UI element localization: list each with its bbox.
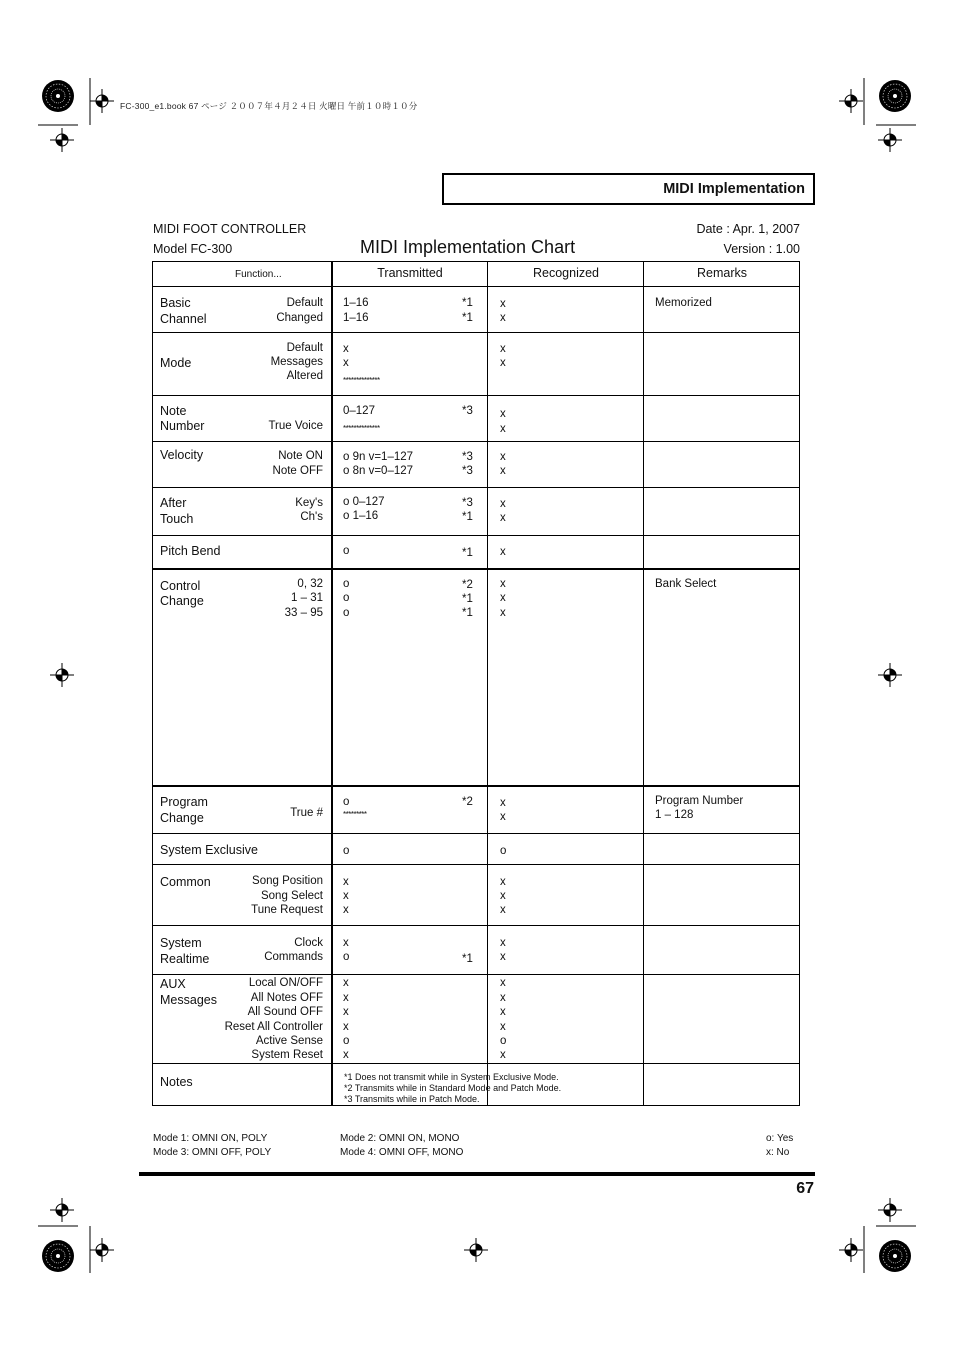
- row-sublabel: Song Position: [252, 875, 323, 887]
- remark-cell: 1 – 128: [655, 809, 694, 821]
- row-label: Basic: [160, 296, 191, 310]
- row-sublabel: 0, 32: [297, 578, 323, 590]
- transmitted-cell: o 8n v=0–127: [343, 465, 414, 477]
- row-label: Program: [160, 795, 208, 809]
- column-header-function: Function...: [235, 269, 282, 280]
- row-label: Velocity: [160, 448, 204, 462]
- row-label: After: [160, 496, 187, 510]
- transmitted-cell: x: [343, 904, 349, 916]
- footnote-ref: *1: [462, 297, 473, 309]
- row-sublabel: Ch's: [300, 511, 323, 523]
- remark-cell: Bank Select: [655, 578, 717, 590]
- footnote-ref: *3: [462, 405, 473, 417]
- starburst-icon: [42, 80, 74, 112]
- row-sublabel: Changed: [276, 312, 323, 324]
- midi-implementation-table: [152, 261, 800, 1106]
- column-header-transmitted: Transmitted: [377, 266, 443, 280]
- column-header-recognized: Recognized: [532, 266, 599, 280]
- chart-title: MIDI Implementation Chart: [360, 237, 576, 257]
- footnote-ref: *1: [462, 312, 473, 324]
- transmitted-cell: x: [343, 1021, 349, 1033]
- footnote-ref: *1: [462, 511, 473, 523]
- transmitted-cell: **************: [343, 424, 380, 433]
- transmitted-cell: o: [343, 951, 350, 963]
- recognized-cell: x: [500, 408, 506, 420]
- row-sublabel: Song Select: [260, 890, 323, 902]
- recognized-cell: x: [500, 1049, 506, 1061]
- row-sublabel: Default: [286, 342, 323, 354]
- recognized-cell: o: [500, 845, 507, 857]
- transmitted-cell: x: [343, 977, 349, 989]
- row-label: Number: [160, 419, 205, 433]
- recognized-cell: x: [500, 465, 506, 477]
- symbol-legend: o: Yes: [766, 1133, 794, 1144]
- recognized-cell: x: [500, 512, 506, 524]
- row-sublabel: Default: [286, 297, 323, 309]
- recognized-cell: x: [500, 592, 506, 604]
- registration-icon: [878, 128, 902, 152]
- row-label: Touch: [160, 512, 194, 526]
- remark-cell: Program Number: [655, 795, 744, 807]
- column-header-remarks: Remarks: [696, 266, 747, 280]
- row-sublabel: Reset All Controller: [224, 1021, 323, 1033]
- transmitted-cell: o 9n v=1–127: [343, 451, 414, 463]
- row-label: Notes: [160, 1075, 193, 1089]
- model-name: Model FC-300: [153, 242, 233, 256]
- starburst-icon: [879, 1240, 911, 1272]
- page-number: 67: [796, 1180, 814, 1197]
- row-label: Note: [160, 404, 187, 418]
- mode-legend: Mode 2: OMNI ON, MONO: [340, 1133, 460, 1144]
- row-sublabel: 1 – 31: [291, 592, 323, 604]
- starburst-icon: [42, 1240, 74, 1272]
- recognized-cell: x: [500, 298, 506, 310]
- recognized-cell: x: [500, 797, 506, 809]
- row-label: Channel: [160, 312, 207, 326]
- footer-rule: [139, 1172, 815, 1176]
- footnote-ref: *3: [462, 465, 473, 477]
- row-label: Mode: [160, 356, 192, 370]
- registration-icon: [839, 89, 863, 113]
- row-sublabel: Active Sense: [255, 1035, 323, 1047]
- recognized-cell: x: [500, 890, 506, 902]
- row-label: System Exclusive: [160, 843, 258, 857]
- row-sublabel: Clock: [294, 937, 323, 949]
- recognized-cell: x: [500, 498, 506, 510]
- registration-icon: [878, 663, 902, 687]
- recognized-cell: x: [500, 876, 506, 888]
- book-header: FC-300_e1.book 67 ページ ２００７年４月２４日 火曜日 午前１０時１０分: [120, 101, 418, 111]
- symbol-legend: x: No: [766, 1147, 790, 1158]
- row-label: AUX: [160, 977, 186, 991]
- recognized-cell: x: [500, 357, 506, 369]
- row-sublabel: Key's: [295, 497, 323, 509]
- registration-icon: [90, 1238, 114, 1262]
- row-sublabel: True Voice: [268, 420, 323, 432]
- transmitted-cell: 1–16: [343, 312, 369, 324]
- recognized-cell: x: [500, 1021, 506, 1033]
- transmitted-cell: **************: [343, 376, 380, 385]
- transmitted-cell: x: [343, 876, 349, 888]
- recognized-cell: x: [500, 951, 506, 963]
- row-sublabel: Commands: [264, 951, 323, 963]
- chart-date: Date : Apr. 1, 2007: [696, 222, 800, 236]
- recognized-cell: x: [500, 1006, 506, 1018]
- mode-legend: Mode 1: OMNI ON, POLY: [153, 1133, 268, 1144]
- transmitted-cell: o: [343, 1035, 350, 1047]
- transmitted-cell: o: [343, 796, 350, 808]
- recognized-cell: x: [500, 546, 506, 558]
- row-sublabel: System Reset: [251, 1049, 323, 1061]
- row-sublabel: Note ON: [278, 450, 323, 462]
- recognized-cell: x: [500, 811, 506, 823]
- row-sublabel: Note OFF: [272, 465, 323, 477]
- row-label: Common: [160, 875, 211, 889]
- registration-icon: [878, 1198, 902, 1222]
- transmitted-cell: o: [343, 545, 350, 557]
- transmitted-cell: *********: [343, 810, 367, 819]
- footnote-ref: *3: [462, 451, 473, 463]
- registration-icon: [90, 89, 114, 113]
- transmitted-cell: x: [343, 343, 349, 355]
- transmitted-cell: 0–127: [343, 405, 375, 417]
- footnote-ref: *1: [462, 547, 473, 559]
- row-sublabel: True #: [290, 807, 323, 819]
- transmitted-cell: x: [343, 357, 349, 369]
- row-label: Pitch Bend: [160, 544, 221, 558]
- row-sublabel: Altered: [286, 370, 323, 382]
- row-label: Realtime: [160, 952, 210, 966]
- row-sublabel: Messages: [270, 356, 323, 368]
- row-label: Messages: [160, 993, 217, 1007]
- transmitted-cell: 1–16: [343, 297, 369, 309]
- transmitted-cell: x: [343, 1006, 349, 1018]
- mode-legend: Mode 4: OMNI OFF, MONO: [340, 1147, 464, 1158]
- transmitted-cell: x: [343, 1049, 349, 1061]
- recognized-cell: x: [500, 992, 506, 1004]
- transmitted-cell: x: [343, 992, 349, 1004]
- chart-version: Version : 1.00: [723, 242, 800, 256]
- row-sublabel: 33 – 95: [284, 607, 323, 619]
- transmitted-cell: o: [343, 592, 350, 604]
- footnote-line: *3 Transmits while in Patch Mode.: [344, 1094, 480, 1104]
- registration-icon: [839, 1238, 863, 1262]
- transmitted-cell: x: [343, 890, 349, 902]
- recognized-cell: x: [500, 977, 506, 989]
- transmitted-cell: o 1–16: [343, 510, 379, 522]
- recognized-cell: x: [500, 607, 506, 619]
- footnote-line: *2 Transmits while in Standard Mode and Patch Mode.: [344, 1083, 562, 1093]
- row-sublabel: All Notes OFF: [250, 992, 323, 1004]
- mode-legend: Mode 3: OMNI OFF, POLY: [153, 1147, 272, 1158]
- row-label: System: [160, 936, 202, 950]
- recognized-cell: x: [500, 578, 506, 590]
- footnote-ref: *1: [462, 953, 473, 965]
- transmitted-cell: o: [343, 845, 350, 857]
- transmitted-cell: x: [343, 937, 349, 949]
- recognized-cell: o: [500, 1035, 507, 1047]
- transmitted-cell: o 0–127: [343, 496, 385, 508]
- row-label: Change: [160, 811, 204, 825]
- row-sublabel: All Sound OFF: [247, 1006, 323, 1018]
- footnote-ref: *2: [462, 796, 473, 808]
- registration-icon: [50, 663, 74, 687]
- footnote-ref: *1: [462, 593, 473, 605]
- registration-icon: [464, 1238, 488, 1262]
- footnote-ref: *1: [462, 607, 473, 619]
- starburst-icon: [879, 80, 911, 112]
- transmitted-cell: o: [343, 578, 350, 590]
- registration-icon: [50, 1198, 74, 1222]
- recognized-cell: x: [500, 937, 506, 949]
- recognized-cell: x: [500, 423, 506, 435]
- section-title: MIDI Implementation: [663, 181, 805, 197]
- row-sublabel: Local ON/OFF: [248, 977, 323, 989]
- footnote-ref: *3: [462, 497, 473, 509]
- row-sublabel: Tune Request: [251, 904, 323, 916]
- footnote-line: *1 Does not transmit while in System Exclusive Mode.: [344, 1072, 559, 1082]
- recognized-cell: x: [500, 451, 506, 463]
- recognized-cell: x: [500, 312, 506, 324]
- remark-cell: Memorized: [655, 297, 712, 309]
- footnote-ref: *2: [462, 579, 473, 591]
- transmitted-cell: o: [343, 607, 350, 619]
- row-label: Control: [160, 579, 201, 593]
- registration-icon: [50, 128, 74, 152]
- recognized-cell: x: [500, 904, 506, 916]
- device-name: MIDI FOOT CONTROLLER: [153, 222, 307, 236]
- recognized-cell: x: [500, 343, 506, 355]
- row-label: Change: [160, 594, 204, 608]
- section-heading-box: [442, 173, 815, 205]
